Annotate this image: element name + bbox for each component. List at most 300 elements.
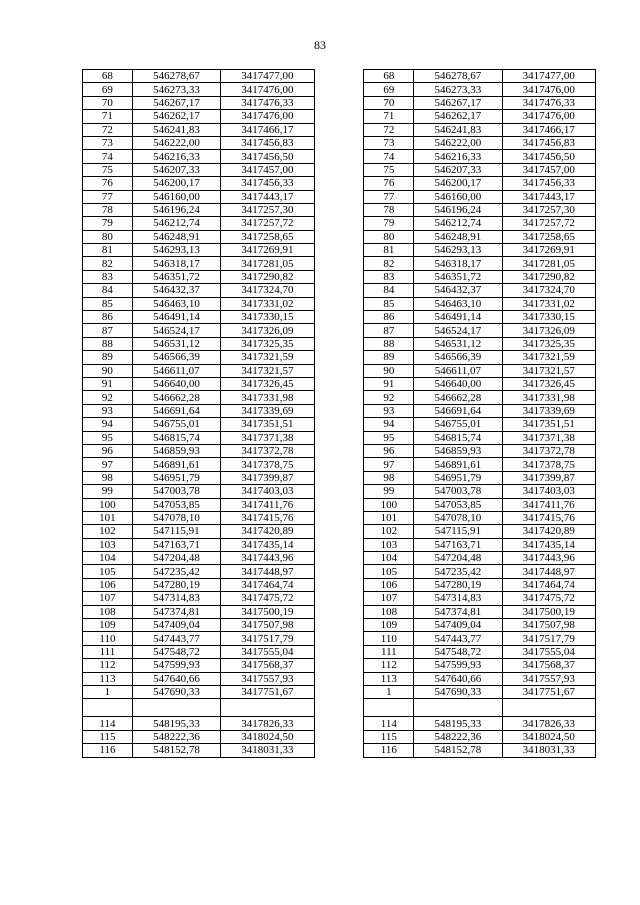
right-x-coordinate-cell: 546262,17 [414,110,502,123]
left-x-coordinate-cell: 548152,78 [132,744,220,757]
right-x-coordinate-cell: 546207,33 [414,163,502,176]
right-x-coordinate-cell: 547443,77 [414,632,502,645]
left-x-coordinate-cell: 546216,33 [132,150,220,163]
left-point-number-cell: 112 [83,659,133,672]
left-x-coordinate-cell: 547690,33 [132,685,220,698]
right-y-coordinate-cell [502,699,595,717]
right-x-coordinate-cell: 547690,33 [414,685,502,698]
table-row [83,418,596,431]
right-x-coordinate-cell: 546491,14 [414,311,502,324]
right-point-number-cell: 112 [364,659,414,672]
right-y-coordinate-cell: 3417751,67 [502,685,595,698]
column-gap [314,391,364,404]
left-x-coordinate-cell: 546196,24 [132,203,220,216]
right-x-coordinate-cell: 547003,78 [414,485,502,498]
left-x-coordinate-cell: 546222,00 [132,136,220,149]
right-y-coordinate-cell: 3417399,87 [502,471,595,484]
table-row [83,632,596,645]
right-point-number-cell: 71 [364,110,414,123]
right-y-coordinate-cell: 3417351,51 [502,418,595,431]
left-y-coordinate-cell: 3417403,03 [221,485,314,498]
right-point-number-cell: 102 [364,525,414,538]
left-point-number-cell: 80 [83,230,133,243]
right-x-coordinate-cell: 546463,10 [414,297,502,310]
left-y-coordinate-cell [221,699,314,717]
right-y-coordinate-cell: 3417443,17 [502,190,595,203]
right-point-number-cell: 84 [364,284,414,297]
left-x-coordinate-cell: 546248,91 [132,230,220,243]
column-gap [314,659,364,672]
table-row [83,297,596,310]
left-point-number-cell: 82 [83,257,133,270]
right-point-number-cell: 89 [364,351,414,364]
left-point-number-cell: 72 [83,123,133,136]
left-point-number-cell: 83 [83,270,133,283]
table-row [83,672,596,685]
column-gap [314,337,364,350]
right-y-coordinate-cell: 3417456,83 [502,136,595,149]
right-point-number-cell: 100 [364,498,414,511]
left-point-number-cell: 1 [83,685,133,698]
right-x-coordinate-cell: 547163,71 [414,538,502,551]
left-x-coordinate-cell: 546815,74 [132,431,220,444]
right-point-number-cell: 82 [364,257,414,270]
right-y-coordinate-cell: 3417269,91 [502,244,595,257]
right-x-coordinate-cell: 546196,24 [414,203,502,216]
right-point-number-cell: 73 [364,136,414,149]
table-row [83,123,596,136]
right-point-number-cell: 113 [364,672,414,685]
column-gap [314,284,364,297]
table-row [83,404,596,417]
left-y-coordinate-cell: 3417326,09 [221,324,314,337]
table-row [83,83,596,96]
right-x-coordinate-cell: 547053,85 [414,498,502,511]
column-gap [314,744,364,757]
left-y-coordinate-cell: 3417476,00 [221,83,314,96]
right-y-coordinate-cell: 3417325,35 [502,337,595,350]
table-row [83,565,596,578]
table-row [83,511,596,524]
column-gap [314,351,364,364]
right-x-coordinate-cell: 546815,74 [414,431,502,444]
right-y-coordinate-cell: 3417507,98 [502,619,595,632]
right-y-coordinate-cell: 3417321,57 [502,364,595,377]
table-row [83,699,596,717]
table-row [83,471,596,484]
left-x-coordinate-cell: 546463,10 [132,297,220,310]
left-point-number-cell: 90 [83,364,133,377]
table-row [83,605,596,618]
left-point-number-cell: 106 [83,578,133,591]
left-point-number-cell: 102 [83,525,133,538]
left-point-number-cell: 113 [83,672,133,685]
left-x-coordinate-cell: 547280,19 [132,578,220,591]
right-y-coordinate-cell: 3417331,02 [502,297,595,310]
right-point-number-cell: 76 [364,177,414,190]
right-point-number-cell: 83 [364,270,414,283]
right-point-number-cell: 70 [364,96,414,109]
right-x-coordinate-cell: 546691,64 [414,404,502,417]
left-x-coordinate-cell: 546640,00 [132,377,220,390]
left-point-number-cell: 89 [83,351,133,364]
left-point-number-cell: 109 [83,619,133,632]
right-y-coordinate-cell: 3417321,59 [502,351,595,364]
left-point-number-cell: 79 [83,217,133,230]
left-point-number-cell: 115 [83,730,133,743]
table-row [83,498,596,511]
right-point-number-cell: 79 [364,217,414,230]
table-row [83,244,596,257]
right-y-coordinate-cell: 3417415,76 [502,511,595,524]
left-y-coordinate-cell: 3417466,17 [221,123,314,136]
left-x-coordinate-cell: 546566,39 [132,351,220,364]
left-x-coordinate-cell: 546278,67 [132,70,220,83]
left-y-coordinate-cell: 3417456,33 [221,177,314,190]
left-x-coordinate-cell: 546160,00 [132,190,220,203]
left-point-number-cell: 101 [83,511,133,524]
left-y-coordinate-cell: 3417257,72 [221,217,314,230]
table-row [83,431,596,444]
left-x-coordinate-cell: 547235,42 [132,565,220,578]
left-y-coordinate-cell: 3417517,79 [221,632,314,645]
left-point-number-cell: 107 [83,592,133,605]
right-x-coordinate-cell: 546273,33 [414,83,502,96]
left-point-number-cell: 76 [83,177,133,190]
left-point-number-cell: 86 [83,311,133,324]
left-point-number-cell: 77 [83,190,133,203]
right-point-number-cell: 103 [364,538,414,551]
right-x-coordinate-cell: 547115,91 [414,525,502,538]
right-y-coordinate-cell: 3417411,76 [502,498,595,511]
left-point-number-cell: 103 [83,538,133,551]
left-y-coordinate-cell: 3417420,89 [221,525,314,538]
right-point-number-cell: 81 [364,244,414,257]
left-point-number-cell: 96 [83,444,133,457]
right-point-number-cell: 105 [364,565,414,578]
column-gap [314,717,364,730]
right-point-number-cell: 75 [364,163,414,176]
right-y-coordinate-cell: 3417456,33 [502,177,595,190]
right-x-coordinate-cell: 546611,07 [414,364,502,377]
right-point-number-cell: 86 [364,311,414,324]
left-x-coordinate-cell: 547548,72 [132,645,220,658]
right-x-coordinate-cell: 546662,28 [414,391,502,404]
column-gap [314,605,364,618]
left-y-coordinate-cell: 3417290,82 [221,270,314,283]
right-point-number-cell: 92 [364,391,414,404]
right-x-coordinate-cell: 546293,13 [414,244,502,257]
right-y-coordinate-cell: 3417477,00 [502,70,595,83]
right-y-coordinate-cell: 3417826,33 [502,717,595,730]
right-point-number-cell: 90 [364,364,414,377]
left-x-coordinate-cell: 546691,64 [132,404,220,417]
left-point-number-cell: 111 [83,645,133,658]
table-row [83,552,596,565]
column-gap [314,699,364,717]
column-gap [314,431,364,444]
right-y-coordinate-cell: 3417330,15 [502,311,595,324]
right-y-coordinate-cell: 3417500,19 [502,605,595,618]
column-gap [314,498,364,511]
right-x-coordinate-cell: 546640,00 [414,377,502,390]
table-row [83,337,596,350]
table-row [83,730,596,743]
right-point-number-cell: 1 [364,685,414,698]
right-point-number-cell: 106 [364,578,414,591]
left-point-number-cell: 84 [83,284,133,297]
column-gap [314,123,364,136]
left-x-coordinate-cell: 547409,04 [132,619,220,632]
left-x-coordinate-cell: 546241,83 [132,123,220,136]
left-y-coordinate-cell: 3417476,00 [221,110,314,123]
right-point-number-cell: 72 [364,123,414,136]
column-gap [314,525,364,538]
column-gap [314,685,364,698]
table-row [83,70,596,83]
right-point-number-cell: 108 [364,605,414,618]
right-y-coordinate-cell: 3417257,72 [502,217,595,230]
right-x-coordinate-cell: 547235,42 [414,565,502,578]
left-y-coordinate-cell: 3417826,33 [221,717,314,730]
right-x-coordinate-cell: 547548,72 [414,645,502,658]
left-x-coordinate-cell: 546662,28 [132,391,220,404]
right-x-coordinate-cell: 546859,93 [414,444,502,457]
right-x-coordinate-cell: 547374,81 [414,605,502,618]
right-point-number-cell: 91 [364,377,414,390]
left-x-coordinate-cell: 547443,77 [132,632,220,645]
left-x-coordinate-cell [132,699,220,717]
right-y-coordinate-cell: 3417339,69 [502,404,595,417]
right-x-coordinate-cell: 546278,67 [414,70,502,83]
left-x-coordinate-cell: 547204,48 [132,552,220,565]
column-gap [314,632,364,645]
column-gap [314,177,364,190]
column-gap [314,458,364,471]
left-y-coordinate-cell: 3417325,35 [221,337,314,350]
left-point-number-cell: 110 [83,632,133,645]
right-point-number-cell: 88 [364,337,414,350]
right-y-coordinate-cell: 3417568,37 [502,659,595,672]
table-row [83,150,596,163]
right-x-coordinate-cell: 546241,83 [414,123,502,136]
column-gap [314,136,364,149]
left-x-coordinate-cell: 547314,83 [132,592,220,605]
left-x-coordinate-cell: 547599,93 [132,659,220,672]
right-x-coordinate-cell: 546531,12 [414,337,502,350]
right-y-coordinate-cell: 3417326,09 [502,324,595,337]
right-y-coordinate-cell: 3417435,14 [502,538,595,551]
column-gap [314,444,364,457]
column-gap [314,619,364,632]
table-row [83,458,596,471]
right-x-coordinate-cell: 546566,39 [414,351,502,364]
column-gap [314,377,364,390]
right-point-number-cell: 98 [364,471,414,484]
right-x-coordinate-cell: 548195,33 [414,717,502,730]
right-x-coordinate-cell: 547204,48 [414,552,502,565]
left-y-coordinate-cell: 3417330,15 [221,311,314,324]
right-y-coordinate-cell: 3417475,72 [502,592,595,605]
left-y-coordinate-cell: 3417321,57 [221,364,314,377]
table-row [83,619,596,632]
left-y-coordinate-cell: 3417555,04 [221,645,314,658]
left-y-coordinate-cell: 3417475,72 [221,592,314,605]
right-x-coordinate-cell: 546222,00 [414,136,502,149]
right-x-coordinate-cell: 546248,91 [414,230,502,243]
left-point-number-cell: 91 [83,377,133,390]
right-y-coordinate-cell: 3417557,93 [502,672,595,685]
table-row [83,351,596,364]
right-point-number-cell: 69 [364,83,414,96]
right-point-number-cell: 104 [364,552,414,565]
column-gap [314,190,364,203]
left-point-number-cell: 88 [83,337,133,350]
right-x-coordinate-cell: 546212,74 [414,217,502,230]
table-row [83,257,596,270]
right-point-number-cell: 107 [364,592,414,605]
left-y-coordinate-cell: 3417464,74 [221,578,314,591]
column-gap [314,230,364,243]
left-y-coordinate-cell: 3417435,14 [221,538,314,551]
table-row [83,659,596,672]
table-row [83,538,596,551]
column-gap [314,110,364,123]
column-gap [314,257,364,270]
left-point-number-cell: 78 [83,203,133,216]
column-gap [314,485,364,498]
right-x-coordinate-cell: 546200,17 [414,177,502,190]
left-y-coordinate-cell: 3417378,75 [221,458,314,471]
left-point-number-cell: 99 [83,485,133,498]
left-x-coordinate-cell: 547640,66 [132,672,220,685]
right-y-coordinate-cell: 3417257,30 [502,203,595,216]
right-x-coordinate-cell: 547280,19 [414,578,502,591]
left-x-coordinate-cell: 546273,33 [132,83,220,96]
left-y-coordinate-cell: 3417321,59 [221,351,314,364]
left-point-number-cell: 85 [83,297,133,310]
table-row [83,391,596,404]
left-x-coordinate-cell: 546755,01 [132,418,220,431]
right-y-coordinate-cell: 3417371,38 [502,431,595,444]
right-y-coordinate-cell: 3417476,00 [502,110,595,123]
right-x-coordinate-cell: 547640,66 [414,672,502,685]
right-x-coordinate-cell: 546951,79 [414,471,502,484]
left-x-coordinate-cell: 546891,61 [132,458,220,471]
right-y-coordinate-cell: 3417466,17 [502,123,595,136]
column-gap [314,511,364,524]
left-y-coordinate-cell: 3417258,65 [221,230,314,243]
left-x-coordinate-cell: 547078,10 [132,511,220,524]
left-y-coordinate-cell: 3417399,87 [221,471,314,484]
left-point-number-cell: 92 [83,391,133,404]
left-point-number-cell: 105 [83,565,133,578]
left-x-coordinate-cell: 547163,71 [132,538,220,551]
column-gap [314,552,364,565]
left-y-coordinate-cell: 3418024,50 [221,730,314,743]
left-y-coordinate-cell: 3417331,98 [221,391,314,404]
left-y-coordinate-cell: 3417443,96 [221,552,314,565]
column-gap [314,70,364,83]
left-x-coordinate-cell: 546432,37 [132,284,220,297]
right-x-coordinate-cell: 546432,37 [414,284,502,297]
column-gap [314,565,364,578]
right-x-coordinate-cell: 546160,00 [414,190,502,203]
left-x-coordinate-cell: 547115,91 [132,525,220,538]
left-point-number-cell: 68 [83,70,133,83]
left-x-coordinate-cell: 546318,17 [132,257,220,270]
right-y-coordinate-cell: 3417331,98 [502,391,595,404]
table-row [83,717,596,730]
right-y-coordinate-cell: 3417448,97 [502,565,595,578]
left-point-number-cell: 98 [83,471,133,484]
left-point-number-cell: 81 [83,244,133,257]
right-point-number-cell: 115 [364,730,414,743]
right-point-number-cell: 114 [364,717,414,730]
right-x-coordinate-cell [414,699,502,717]
table-row [83,136,596,149]
table-row [83,377,596,390]
left-x-coordinate-cell: 548195,33 [132,717,220,730]
left-x-coordinate-cell: 546267,17 [132,96,220,109]
right-y-coordinate-cell: 3417324,70 [502,284,595,297]
table-row [83,311,596,324]
left-point-number-cell: 74 [83,150,133,163]
table-row [83,645,596,658]
column-gap [314,364,364,377]
column-gap [314,730,364,743]
column-gap [314,311,364,324]
left-point-number-cell: 116 [83,744,133,757]
table-row [83,578,596,591]
right-y-coordinate-cell: 3418031,33 [502,744,595,757]
left-y-coordinate-cell: 3417339,69 [221,404,314,417]
right-point-number-cell: 101 [364,511,414,524]
left-y-coordinate-cell: 3417477,00 [221,70,314,83]
table-row [83,592,596,605]
left-y-coordinate-cell: 3417500,19 [221,605,314,618]
left-point-number-cell: 94 [83,418,133,431]
right-y-coordinate-cell: 3417378,75 [502,458,595,471]
right-y-coordinate-cell: 3417476,33 [502,96,595,109]
left-x-coordinate-cell: 546262,17 [132,110,220,123]
column-gap [314,244,364,257]
column-gap [314,538,364,551]
table-row [83,485,596,498]
table-row [83,163,596,176]
left-x-coordinate-cell: 547374,81 [132,605,220,618]
right-y-coordinate-cell: 3417258,65 [502,230,595,243]
right-x-coordinate-cell: 547314,83 [414,592,502,605]
right-point-number-cell [364,699,414,717]
right-point-number-cell: 95 [364,431,414,444]
right-x-coordinate-cell: 546351,72 [414,270,502,283]
right-point-number-cell: 116 [364,744,414,757]
table-row [83,324,596,337]
left-x-coordinate-cell: 547003,78 [132,485,220,498]
column-gap [314,83,364,96]
table-row [83,217,596,230]
page-number: 83 [314,38,326,52]
left-y-coordinate-cell: 3417476,33 [221,96,314,109]
left-y-coordinate-cell: 3417457,00 [221,163,314,176]
left-x-coordinate-cell: 548222,36 [132,730,220,743]
right-y-coordinate-cell: 3417464,74 [502,578,595,591]
coordinates-table-body [83,70,596,758]
left-point-number-cell: 93 [83,404,133,417]
left-point-number-cell: 70 [83,96,133,109]
right-y-coordinate-cell: 3417476,00 [502,83,595,96]
